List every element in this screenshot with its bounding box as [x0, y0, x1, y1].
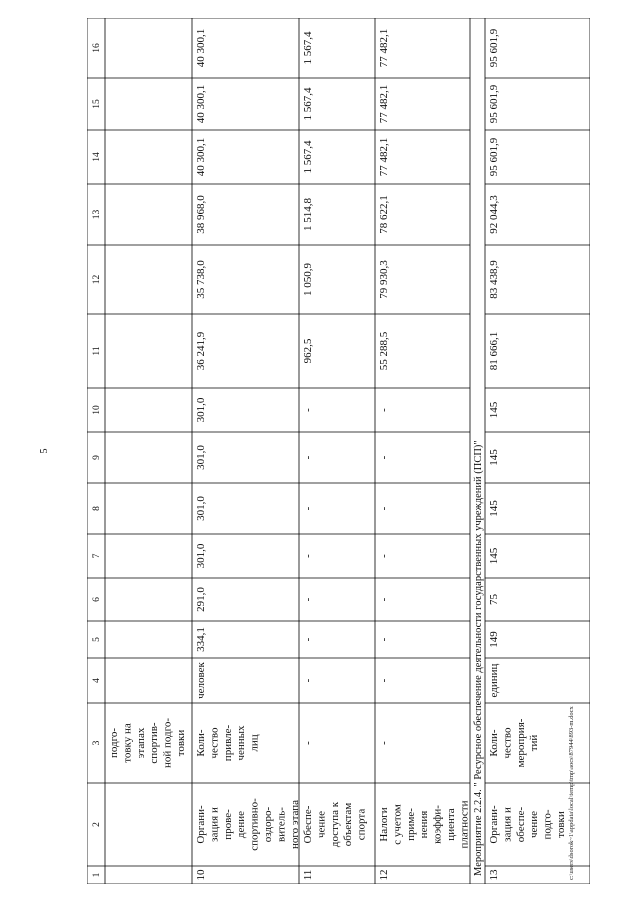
table-cell-r11-c2: спорта	[355, 808, 368, 841]
table-cell-r12-c2: коэффи-	[431, 805, 444, 844]
table-cell-r12-c13: 78 622,1	[378, 195, 390, 234]
table-cell-r12-c9: -	[378, 455, 390, 460]
table-cell-r12-c8: -	[378, 506, 390, 511]
column-number-label: 4	[92, 678, 102, 683]
table-cell-r10-c15: 40 300,1	[195, 84, 207, 124]
table-cell-r13-c3: мероприя-	[514, 718, 527, 768]
table-cell-r10-c3: чество	[208, 727, 221, 759]
table-cell-r11-c16: 1 567,4	[302, 31, 314, 65]
table-cell-r13-c2: Органи-	[488, 805, 500, 844]
column-number-label: 9	[92, 455, 102, 460]
column-number-label: 2	[92, 822, 102, 827]
table-cell-r11-c13: 1 514,8	[302, 198, 314, 231]
table-cell-r12-c16: 77 482,1	[378, 28, 390, 68]
table-cell-r12-c2: платности	[458, 800, 471, 849]
table-cell-r13-c2: обеспе-	[514, 806, 527, 843]
table-cell-r10-c6: 291,0	[195, 587, 207, 612]
table-cell-r12-c2: с учетом	[391, 804, 404, 845]
table-cell-r10-c3: лиц	[248, 734, 261, 752]
table-cell-r11-c2: Обеспе-	[302, 805, 314, 844]
table-cell-r10-c11: 36 241,9	[195, 331, 207, 371]
table-cell-r10-c3: ченных	[235, 725, 248, 761]
table-cell-r10-c4: человек	[195, 662, 207, 699]
table-cell-r13-c16: 95 601,9	[488, 28, 500, 68]
table-cell-r11-c1: 11	[302, 869, 314, 881]
table-cell-r11-c5: -	[302, 637, 314, 642]
table-cell-r12-c2: нения	[418, 810, 431, 839]
table-cell-r11-c8: -	[302, 506, 314, 511]
table-cell-r10-c2: ного этапа	[288, 799, 301, 850]
column-number-label: 12	[92, 274, 102, 285]
table-cell-r13-c2: товки	[555, 811, 567, 838]
column-number-label: 13	[92, 209, 102, 220]
table-cell-r13-c2: зация и	[501, 807, 514, 842]
table-cell-r13-c3: тий	[528, 734, 541, 752]
table-cell-r13-c6: 75	[488, 594, 500, 605]
table-cell-r11-c12: 1 050,9	[302, 263, 314, 296]
table-cell-r13-c4: единиц	[488, 663, 500, 698]
table-cell-r13-c14: 95 601,9	[488, 137, 500, 177]
table-cell-r10-c5: 334,1	[195, 627, 207, 652]
table-cell-r10-c2: витель-	[275, 807, 288, 842]
table-cell-r12-c2: Налоги	[378, 807, 390, 842]
table-cell-r12-c2: приме-	[404, 808, 417, 841]
column-number-label: 16	[92, 43, 102, 53]
table-cell-r13-c1: 13	[488, 869, 500, 881]
column-number-label: 3	[92, 740, 102, 746]
table-cell-r12-c12: 79 930,3	[378, 260, 390, 299]
table-cell-r13-c15: 95 601,9	[488, 84, 500, 124]
footer-file-path: c:\users\dsorok~1\appdata\local\temp\tmp\aocs\87944\893-m.docx	[568, 706, 575, 880]
table-cell-r10-c9: 301,0	[195, 445, 207, 470]
column-number-label: 1	[92, 872, 102, 878]
table-cell-r10-c1: 10	[195, 869, 207, 881]
table-cell-r11-c11: 962,5	[302, 338, 314, 364]
column-number-label: 15	[92, 99, 102, 109]
table-cell-r11-c2: объектам	[342, 802, 355, 847]
column-number-label: 11	[92, 346, 102, 356]
table-cell-cont-c3: этапах	[134, 727, 147, 759]
table-cell-r13-c8: 145	[488, 500, 500, 517]
table-cell-r11-c10: -	[302, 408, 314, 412]
table-cell-cont-c3: спортив-	[148, 722, 161, 764]
table-cell-r10-c2: оздоро-	[262, 806, 274, 843]
table-cell-r11-c14: 1 567,4	[302, 140, 314, 174]
table-cell-cont-c3: товки	[175, 729, 187, 757]
table-cell-r11-c6: -	[302, 597, 314, 602]
table-cell-r12-c7: -	[378, 554, 390, 558]
table-cell-r13-c10: 145	[488, 401, 500, 419]
table-cell-cont-c3: ной подго-	[161, 717, 174, 769]
table-cell-r10-c3: Коли-	[195, 729, 207, 757]
table-cell-r10-c3: привле-	[221, 724, 234, 762]
table-cell-r12-c10: -	[378, 408, 390, 412]
table-cell-r11-c9: -	[302, 455, 314, 460]
table-cell-r12-c11: 55 288,5	[378, 331, 390, 371]
table-cell-r10-c10: 301,0	[195, 397, 207, 423]
column-number-label: 10	[92, 405, 102, 415]
table-cell-r10-c2: Органи-	[195, 805, 207, 844]
table-cell-r13-c2: подго-	[541, 809, 554, 840]
table-cell-r10-c16: 40 300,1	[195, 28, 207, 68]
table-cell-r12-c4: -	[378, 678, 390, 683]
column-number-label: 14	[92, 152, 102, 162]
table-cell-r12-c6: -	[378, 597, 390, 602]
table-cell-r11-c2: доступа к	[328, 801, 341, 848]
table-cell-r11-c7: -	[302, 554, 314, 558]
table-cell-r11-c4: -	[302, 678, 314, 683]
table-cell-r10-c8: 301,0	[195, 496, 207, 521]
table-cell-r10-c2: спортивно-	[248, 798, 261, 851]
table-cell-r12-c14: 77 482,1	[378, 137, 390, 177]
column-number-label: 5	[92, 637, 102, 642]
table-cell-r13-c9: 145	[488, 449, 500, 466]
table-cell-r13-c2: чение	[528, 810, 541, 839]
table-cell-r12-c2: циента	[445, 808, 457, 841]
table-cell-r12-c3: -	[378, 741, 390, 745]
table-cell-r10-c13: 38 968,0	[195, 195, 207, 234]
table-cell-r10-c12: 35 738,0	[195, 260, 207, 299]
table-cell-r11-c15: 1 567,4	[302, 87, 314, 121]
page-number: 5	[39, 448, 50, 454]
table-cell-r12-c15: 77 482,1	[378, 84, 390, 124]
table-cell-r13-c7: 145	[488, 547, 500, 565]
table-cell-r12-c5: -	[378, 637, 390, 642]
section-title: Мероприятие 2.2.4. " Ресурсное обеспечение деятельности государственных учреждений (ПСП)"	[473, 440, 484, 876]
table-cell-r11-c3: -	[302, 741, 314, 745]
column-number-label: 8	[92, 506, 102, 511]
rotated-data-table	[87, 18, 590, 884]
table-cell-r13-c5: 149	[488, 631, 500, 648]
table-cell-r10-c2: дение	[235, 810, 248, 839]
table-cell-r11-c2: чение	[315, 810, 328, 839]
table-cell-r13-c13: 92 044,3	[488, 195, 500, 234]
table-cell-r10-c7: 301,0	[195, 543, 207, 569]
table-cell-r10-c2: зация и	[208, 807, 221, 842]
table-cell-r13-c12: 83 438,9	[488, 260, 500, 299]
table-cell-r13-c3: чество	[501, 727, 514, 759]
table-cell-r13-c11: 81 666,1	[488, 331, 500, 371]
table-cell-r12-c1: 12	[378, 869, 390, 881]
column-number-label: 7	[92, 553, 102, 559]
column-number-label: 6	[92, 597, 102, 602]
table-cell-r10-c2: прове-	[221, 809, 234, 840]
table-cell-cont-c3: товку на	[121, 723, 134, 763]
table-cell-r10-c14: 40 300,1	[195, 137, 207, 177]
table-cell-r13-c3: Коли-	[488, 729, 500, 757]
table-cell-cont-c3: подго-	[108, 727, 120, 759]
